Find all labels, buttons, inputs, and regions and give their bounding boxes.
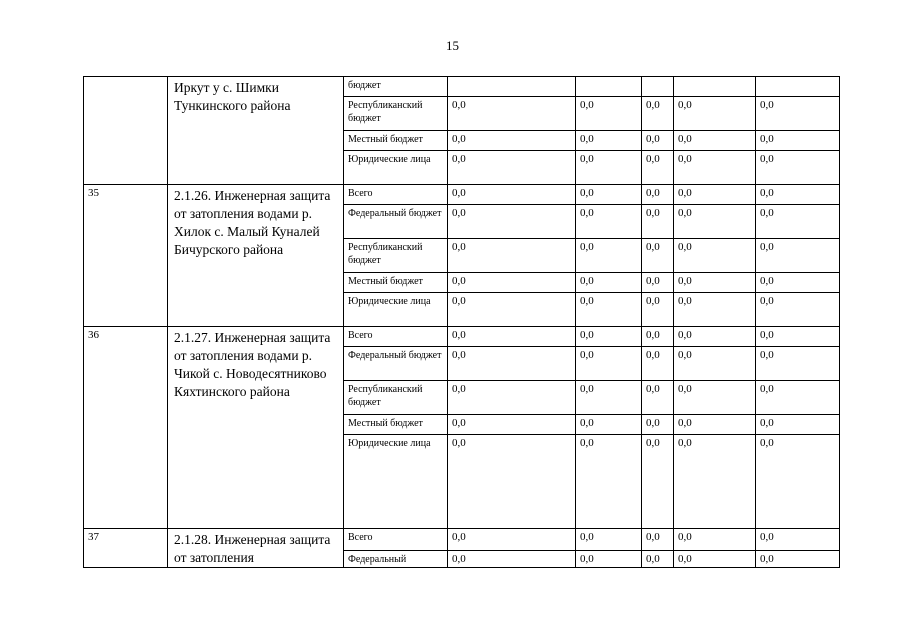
amount-cell xyxy=(642,77,674,97)
amount-cell: 0,0 xyxy=(576,131,642,151)
amount-cell: 0,0 xyxy=(576,151,642,185)
amount-cell: 0,0 xyxy=(674,185,756,205)
amount-cell: 0,0 xyxy=(448,381,576,415)
amount-cell: 0,0 xyxy=(756,435,840,529)
amount-cell: 0,0 xyxy=(674,239,756,273)
amount-cell: 0,0 xyxy=(674,415,756,435)
funding-source: Всего xyxy=(344,327,448,347)
measure-name: 2.1.26. Инженерная защита от затопления водами р. Хилок с. Малый Куналей Бичурского района xyxy=(168,185,344,327)
amount-cell: 0,0 xyxy=(642,435,674,529)
amount-cell: 0,0 xyxy=(576,347,642,381)
amount-cell: 0,0 xyxy=(448,185,576,205)
table-row xyxy=(84,77,840,97)
amount-cell: 0,0 xyxy=(674,347,756,381)
amount-cell: 0,0 xyxy=(642,239,674,273)
table-row xyxy=(84,529,840,551)
amount-cell xyxy=(756,77,840,97)
amount-cell: 0,0 xyxy=(674,273,756,293)
amount-cell: 0,0 xyxy=(674,151,756,185)
amount-cell: 0,0 xyxy=(576,529,642,551)
amount-cell: 0,0 xyxy=(674,293,756,327)
amount-cell: 0,0 xyxy=(576,415,642,435)
funding-source: Республиканский бюджет xyxy=(344,381,448,415)
amount-cell: 0,0 xyxy=(674,435,756,529)
amount-cell: 0,0 xyxy=(576,205,642,239)
amount-cell: 0,0 xyxy=(448,415,576,435)
amount-cell: 0,0 xyxy=(642,185,674,205)
funding-source: Местный бюджет xyxy=(344,415,448,435)
amount-cell: 0,0 xyxy=(756,205,840,239)
amount-cell: 0,0 xyxy=(576,381,642,415)
amount-cell: 0,0 xyxy=(576,239,642,273)
amount-cell: 0,0 xyxy=(756,273,840,293)
amount-cell: 0,0 xyxy=(642,381,674,415)
row-number xyxy=(84,77,168,185)
amount-cell: 0,0 xyxy=(448,205,576,239)
amount-cell: 0,0 xyxy=(576,550,642,567)
funding-source: Юридические лица xyxy=(344,151,448,185)
funding-source: Федеральный xyxy=(344,550,448,567)
amount-cell: 0,0 xyxy=(674,550,756,567)
budget-table xyxy=(83,76,840,568)
amount-cell: 0,0 xyxy=(674,131,756,151)
amount-cell: 0,0 xyxy=(756,185,840,205)
measure-name: Иркут у с. Шимки Тункинского района xyxy=(168,77,344,185)
funding-source: Федеральный бюджет xyxy=(344,347,448,381)
amount-cell: 0,0 xyxy=(756,97,840,131)
amount-cell: 0,0 xyxy=(448,435,576,529)
amount-cell: 0,0 xyxy=(576,97,642,131)
row-number: 36 xyxy=(84,327,168,529)
amount-cell xyxy=(674,77,756,97)
amount-cell: 0,0 xyxy=(576,185,642,205)
amount-cell: 0,0 xyxy=(448,97,576,131)
amount-cell: 0,0 xyxy=(642,415,674,435)
amount-cell: 0,0 xyxy=(756,550,840,567)
amount-cell: 0,0 xyxy=(674,97,756,131)
amount-cell: 0,0 xyxy=(756,131,840,151)
amount-cell: 0,0 xyxy=(756,293,840,327)
amount-cell: 0,0 xyxy=(642,529,674,551)
amount-cell: 0,0 xyxy=(448,529,576,551)
amount-cell: 0,0 xyxy=(642,131,674,151)
funding-source: Федеральный бюджет xyxy=(344,205,448,239)
amount-cell: 0,0 xyxy=(448,151,576,185)
amount-cell: 0,0 xyxy=(448,273,576,293)
amount-cell: 0,0 xyxy=(674,205,756,239)
amount-cell: 0,0 xyxy=(448,131,576,151)
amount-cell: 0,0 xyxy=(756,381,840,415)
table-row xyxy=(84,185,840,205)
amount-cell: 0,0 xyxy=(674,529,756,551)
funding-source: Республиканский бюджет xyxy=(344,239,448,273)
row-number: 37 xyxy=(84,529,168,568)
amount-cell: 0,0 xyxy=(642,327,674,347)
amount-cell: 0,0 xyxy=(642,347,674,381)
amount-cell: 0,0 xyxy=(448,327,576,347)
page-number: 15 xyxy=(446,38,459,53)
measure-name: 2.1.28. Инженерная защита от затопления xyxy=(168,529,344,568)
amount-cell: 0,0 xyxy=(674,327,756,347)
table-body xyxy=(84,77,840,568)
amount-cell: 0,0 xyxy=(756,239,840,273)
row-number: 35 xyxy=(84,185,168,327)
amount-cell: 0,0 xyxy=(642,97,674,131)
funding-source: бюджет xyxy=(344,77,448,97)
amount-cell: 0,0 xyxy=(642,550,674,567)
funding-source: Юридические лица xyxy=(344,435,448,529)
amount-cell: 0,0 xyxy=(756,151,840,185)
amount-cell: 0,0 xyxy=(448,239,576,273)
amount-cell xyxy=(448,77,576,97)
amount-cell: 0,0 xyxy=(576,273,642,293)
amount-cell: 0,0 xyxy=(756,529,840,551)
amount-cell: 0,0 xyxy=(674,381,756,415)
amount-cell: 0,0 xyxy=(642,151,674,185)
funding-source: Всего xyxy=(344,185,448,205)
amount-cell: 0,0 xyxy=(642,273,674,293)
funding-source: Юридические лица xyxy=(344,293,448,327)
amount-cell: 0,0 xyxy=(448,293,576,327)
funding-source: Республиканский бюджет xyxy=(344,97,448,131)
amount-cell xyxy=(576,77,642,97)
amount-cell: 0,0 xyxy=(576,293,642,327)
amount-cell: 0,0 xyxy=(642,205,674,239)
amount-cell: 0,0 xyxy=(448,550,576,567)
amount-cell: 0,0 xyxy=(448,347,576,381)
amount-cell: 0,0 xyxy=(756,415,840,435)
amount-cell: 0,0 xyxy=(756,347,840,381)
amount-cell: 0,0 xyxy=(642,293,674,327)
amount-cell: 0,0 xyxy=(576,435,642,529)
amount-cell: 0,0 xyxy=(756,327,840,347)
amount-cell: 0,0 xyxy=(576,327,642,347)
funding-source: Местный бюджет xyxy=(344,131,448,151)
funding-source: Всего xyxy=(344,529,448,551)
funding-source: Местный бюджет xyxy=(344,273,448,293)
table-row xyxy=(84,327,840,347)
measure-name: 2.1.27. Инженерная защита от затопления водами р. Чикой с. Новодесятниково Кяхтинского района xyxy=(168,327,344,529)
